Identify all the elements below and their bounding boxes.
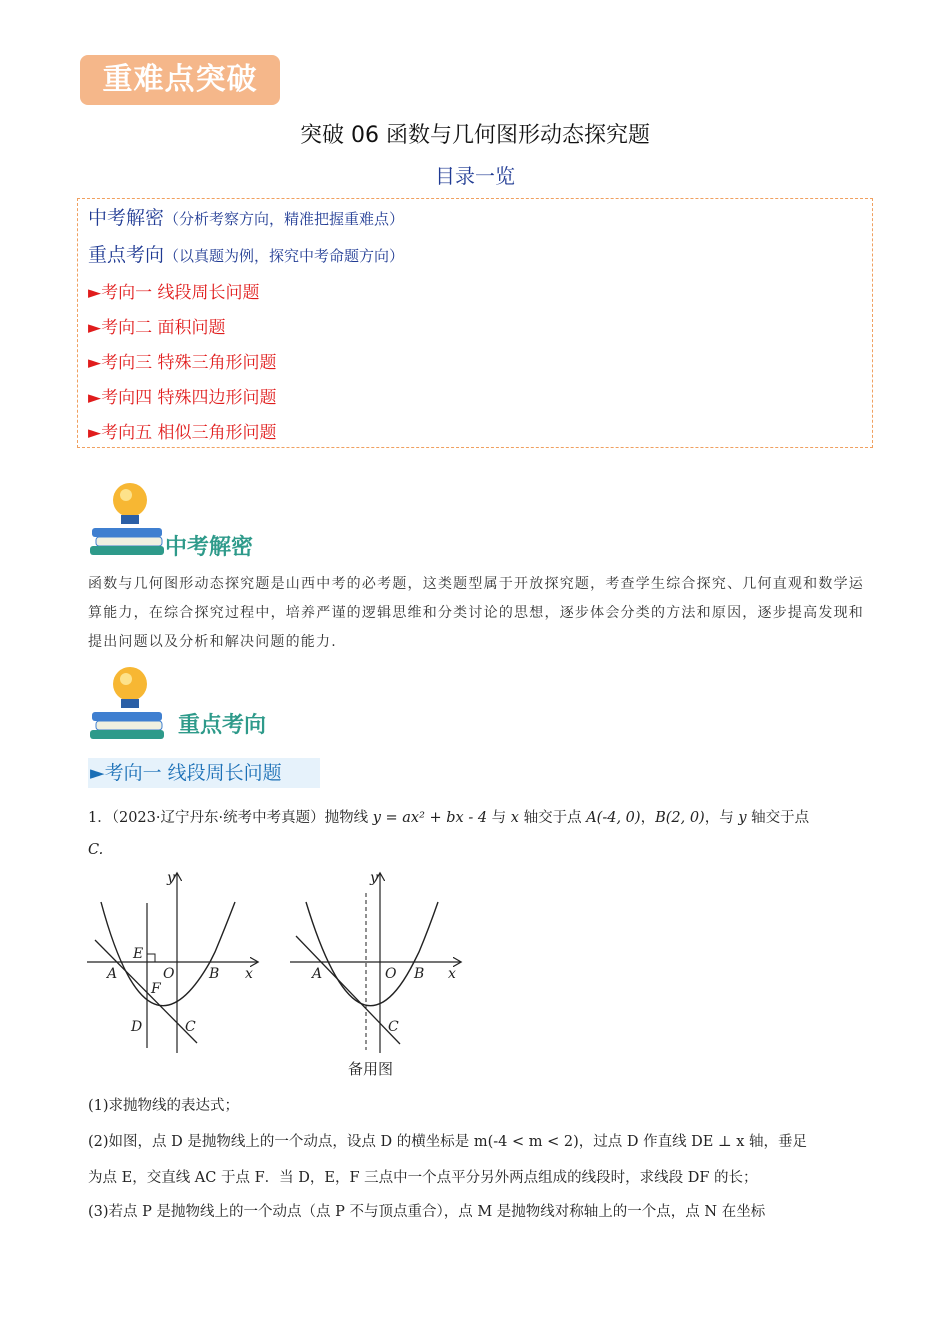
topic-heading	[88, 758, 320, 788]
parabola-figure	[85, 868, 265, 1058]
point-c: C.	[88, 842, 104, 858]
label-x: x	[245, 966, 253, 982]
toc-title: 目录一览	[435, 164, 515, 188]
question-part: 为点 E，交直线 AC 于点 F．当 D，E，F 三点中一个点平分另外两点组成的线段时，求线段 DF 的长；	[88, 1170, 758, 1186]
section-badge: 重难点突破	[80, 55, 280, 105]
label-b: B	[414, 966, 425, 982]
table-of-contents	[77, 198, 873, 448]
label-x: x	[448, 966, 456, 982]
variable: x	[510, 810, 519, 826]
toc-main-item[interactable]	[88, 240, 404, 267]
right-angle-mark	[147, 954, 155, 962]
parabola-curve	[101, 902, 235, 1006]
toc-main-label: 重点考向	[88, 244, 165, 266]
label-b: B	[209, 966, 220, 982]
section-heading: 重点考向	[178, 713, 267, 738]
section-heading: 中考解密	[165, 535, 254, 560]
label-f: F	[151, 981, 161, 997]
line-ac	[296, 936, 400, 1044]
label-a: A	[107, 966, 118, 982]
point-a: A(-4, 0)	[586, 810, 641, 826]
toc-main-label: 中考解密	[88, 207, 165, 229]
label-c: C	[388, 1019, 399, 1035]
label-c: C	[185, 1019, 196, 1035]
topic-label: ►考向一 线段周长问题	[90, 762, 282, 784]
label-a: A	[312, 966, 323, 982]
label-o: O	[385, 966, 397, 982]
question-text: 1．（2023·辽宁丹东·统考中考真题）抛物线	[88, 810, 373, 826]
toc-item[interactable]: ►考向一 线段周长问题	[88, 283, 260, 303]
line-ac	[95, 940, 197, 1043]
label-d: D	[131, 1019, 143, 1035]
document-title: 突破 06 函数与几何图形动态探究题	[300, 123, 650, 148]
variable: y	[738, 810, 747, 826]
intro-paragraph: 函数与几何图形动态探究题是山西中考的必考题，这类题型属于开放探究题，考查学生综合探究、几何直观和数学运算能力，在综合探究过程中，培养严谨的逻辑思维和分类讨论的思想，逐步体会分类的方法和原因，逐步提高发现和提出问题以及分析和解决问题的能力.	[88, 576, 864, 650]
question-text: ，	[640, 810, 656, 826]
toc-main-item[interactable]	[88, 203, 404, 230]
parabola-curve	[306, 902, 438, 1006]
question-line	[88, 842, 103, 858]
question-text: 与	[487, 810, 511, 826]
question-text: ，与	[704, 810, 739, 826]
label-y: y	[370, 870, 378, 886]
label-e: E	[133, 946, 144, 962]
backup-figure	[288, 868, 468, 1058]
toc-main-note: （分析考察方向，精准把握重难点）	[164, 210, 405, 228]
toc-item[interactable]: ►考向五 相似三角形问题	[88, 423, 277, 443]
question-part: (1)求抛物线的表达式；	[88, 1098, 240, 1114]
point-b: B(2, 0)	[655, 810, 705, 826]
label-y: y	[167, 870, 175, 886]
toc-item[interactable]: ►考向四 特殊四边形问题	[88, 388, 277, 408]
equation: y = ax² + bx - 4	[372, 810, 488, 826]
toc-item[interactable]: ►考向二 面积问题	[88, 318, 226, 338]
figure-caption: 备用图	[348, 1060, 394, 1078]
toc-item[interactable]: ►考向三 特殊三角形问题	[88, 353, 277, 373]
question-line	[88, 806, 809, 827]
question-part: (2)如图，点 D 是抛物线上的一个动点，设点 D 的横坐标是 m(-4 < m < 2)，过点 D 作直线 DE ⊥ x 轴，垂足	[88, 1134, 808, 1150]
question-part: (3)若点 P 是抛物线上的一个动点（点 P 不与顶点重合），点 M 是抛物线对称轴上的一个点，点 N 在坐标	[88, 1204, 766, 1220]
label-o: O	[163, 966, 175, 982]
question-text: 轴交于点	[518, 810, 587, 826]
question-text: 轴交于点	[746, 810, 810, 826]
toc-main-note: （以真题为例，探究中考命题方向）	[164, 247, 405, 265]
